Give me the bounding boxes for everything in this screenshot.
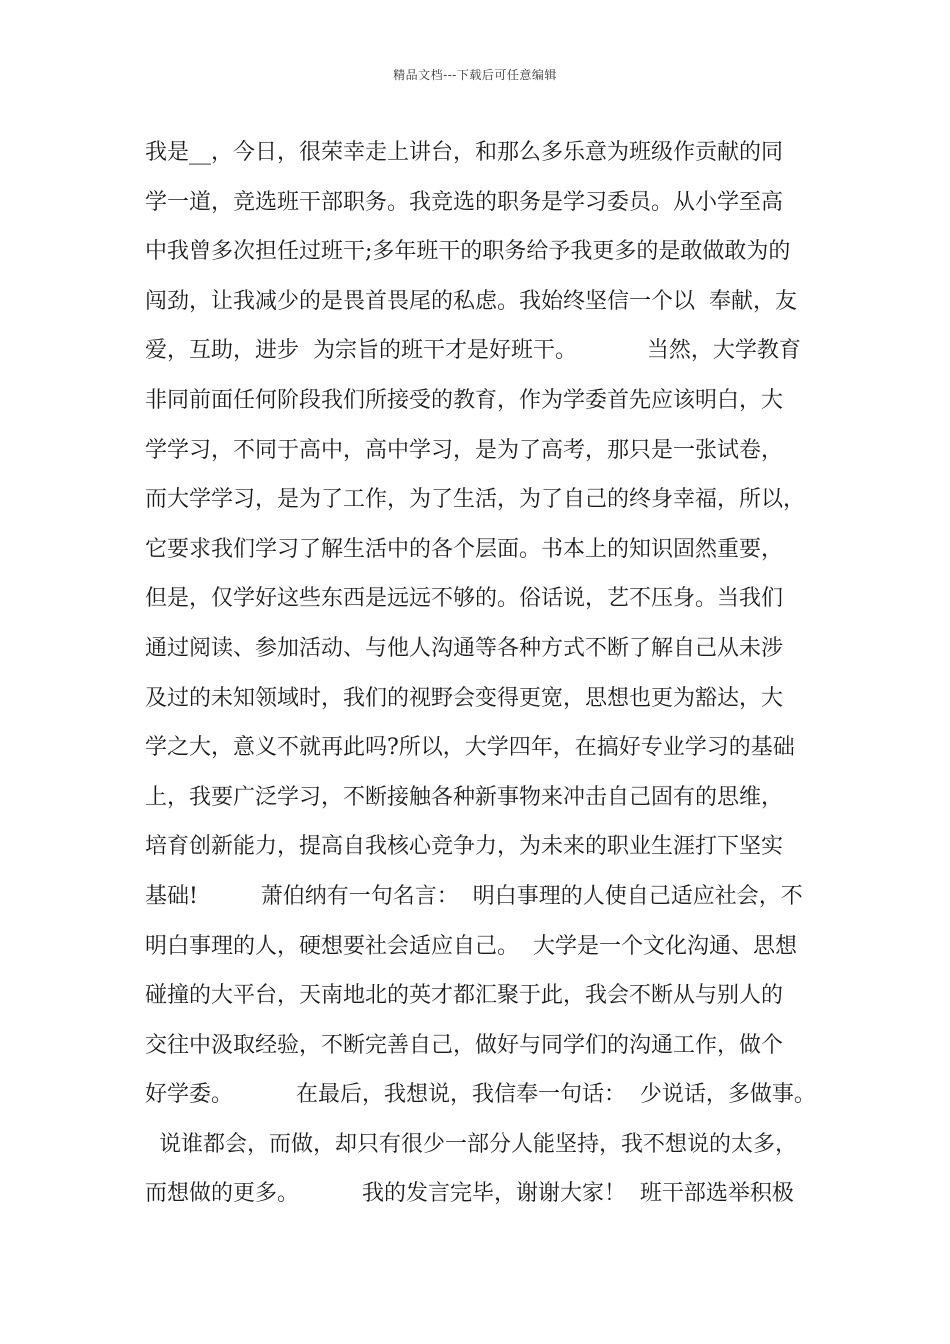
- text-line: 而大学学习，是为了工作，为了生活，为了自己的终身幸福，所以，: [145, 487, 806, 513]
- text-line: 它要求我们学习了解生活中的各个层面。书本上的知识固然重要，: [145, 536, 784, 562]
- text-line: 爱，互助，进步 为宗旨的班干才是好班干。 当然，大学教育: [145, 338, 801, 364]
- text-line: 基础! 萧伯纳有一句名言： 明白事理的人使自己适应社会，不: [145, 883, 803, 909]
- text-line: 学一道，竞选班干部职务。我竞选的职务是学习委员。从小学至高: [145, 189, 784, 215]
- text-line: 而想做的更多。 我的发言完毕，谢谢大家！ 班干部选举积极: [145, 1181, 794, 1207]
- text-line: 说谁都会，而做，却只有很少一部分人能坚持，我不想说的太多，: [145, 1131, 797, 1157]
- speech-body: [145, 133, 830, 1224]
- text-line: 我是__，今日，很荣幸走上讲台，和那么多乐意为班级作贡献的同: [145, 140, 784, 165]
- text-line: 通过阅读、参加活动、与他人沟通等各种方式不断了解自己从未涉: [145, 635, 784, 661]
- text-line: 上，我要广泛学习，不断接触各种新事物来冲击自己固有的思维，: [145, 784, 784, 810]
- text-line: 非同前面任何阶段我们所接受的教育，作为学委首先应该明白，大: [145, 387, 784, 413]
- text-line: 学学习，不同于高中，高中学习，是为了高考，那只是一张试卷，: [145, 437, 784, 463]
- text-line: 学之大，意义不就再此吗?所以，大学四年，在搞好专业学习的基础: [145, 735, 795, 761]
- text-line: 培育创新能力，提高自我核心竞争力，为未来的职业生涯打下坚实: [145, 834, 784, 860]
- text-line: 及过的未知领域时，我们的视野会变得更宽，思想也更为豁达，大: [145, 685, 784, 711]
- text-line: 碰撞的大平台，天南地北的英才都汇聚于此，我会不断从与别人的: [145, 983, 784, 1009]
- text-line: 明白事理的人，硬想要社会适应自己。 大学是一个文化沟通、思想: [145, 933, 797, 959]
- page-header: 精品文档---下载后可任意编辑: [393, 68, 557, 82]
- text-line: 中我曾多次担任过班干;多年班干的职务给予我更多的是敢做敢为的: [145, 239, 791, 265]
- text-line: 闯劲，让我减少的是畏首畏尾的私虑。我始终坚信一个以 奉献，友: [145, 288, 797, 314]
- text-line: 但是，仅学好这些东西是远远不够的。俗话说，艺不压身。当我们: [145, 586, 784, 612]
- text-line: 交往中汲取经验，不断完善自己，做好与同学们的沟通工作，做个: [145, 1032, 784, 1058]
- text-line: 好学委。 在最后，我想说，我信奉一句话： 少说话，多做事。: [145, 1082, 816, 1108]
